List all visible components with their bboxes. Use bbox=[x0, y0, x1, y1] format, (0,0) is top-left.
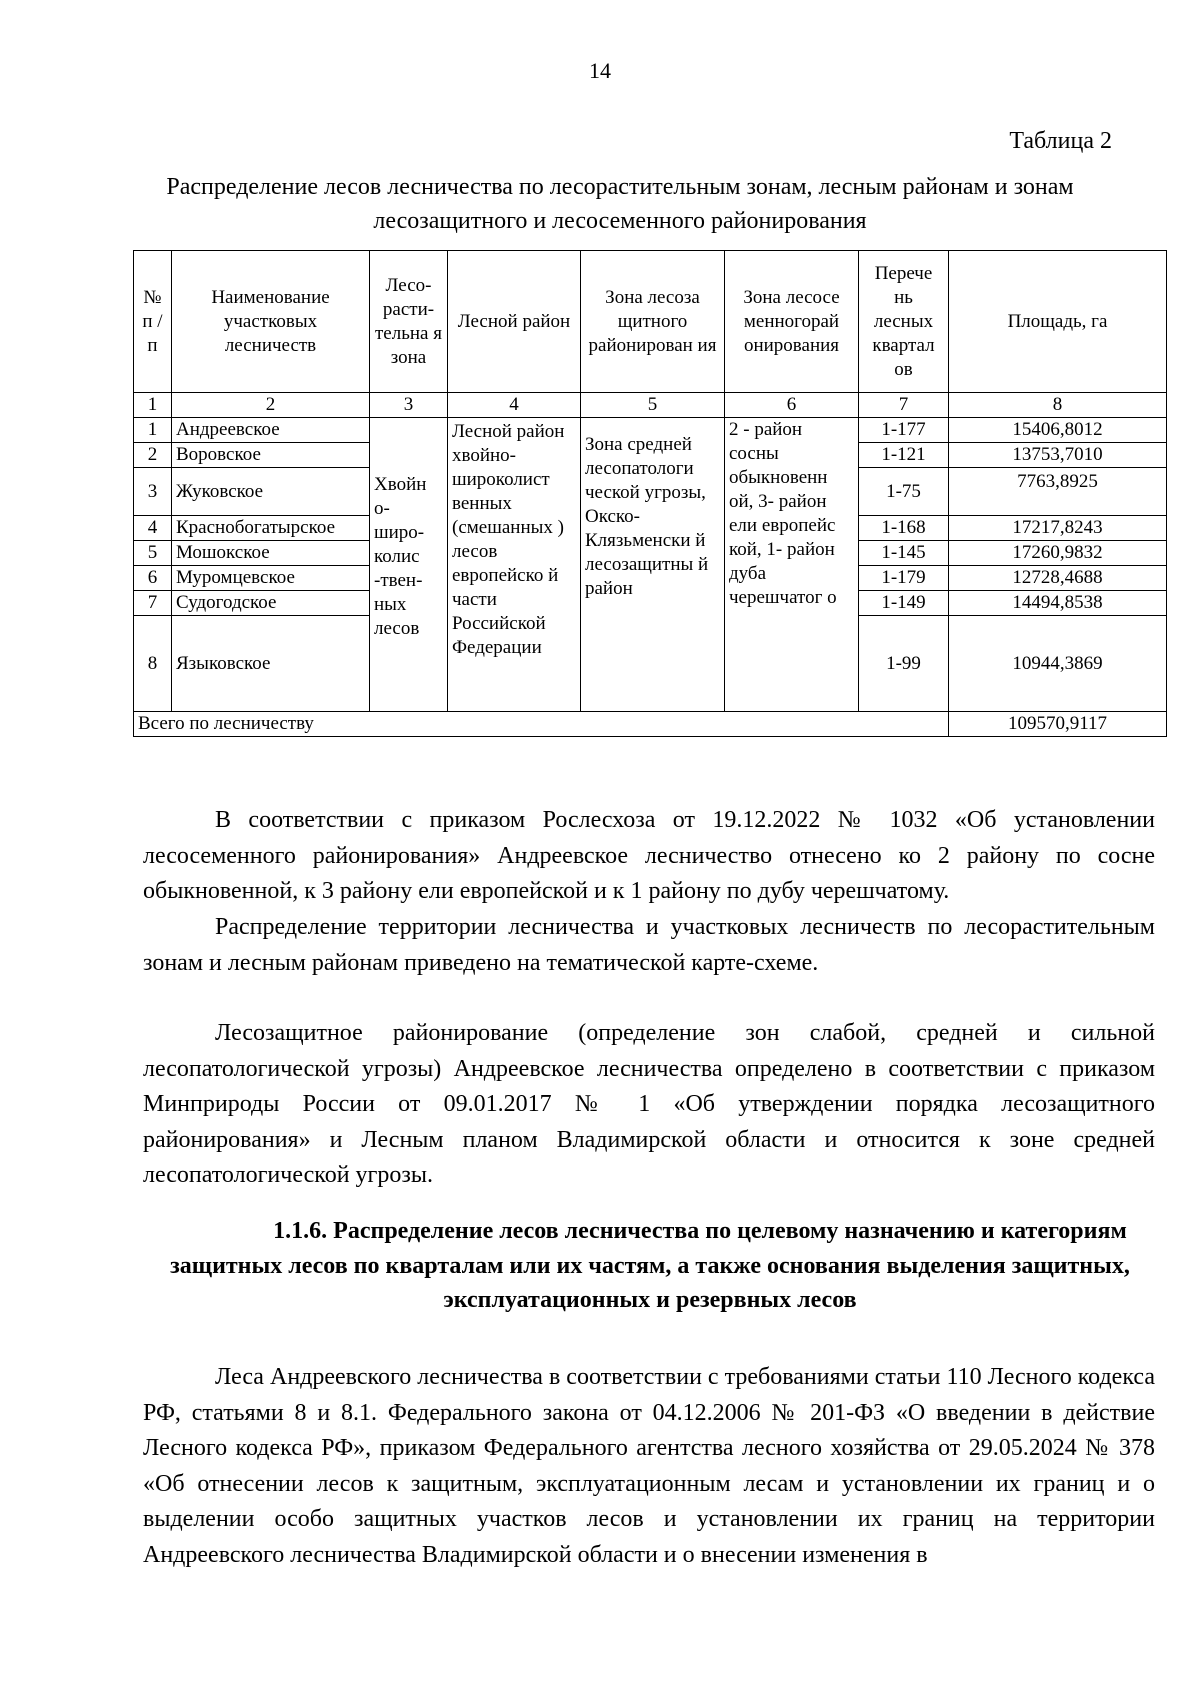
header-cell: Зона лесосе менногорай онирования bbox=[725, 251, 859, 393]
quarters-list: 1-149 bbox=[859, 591, 949, 616]
quarters-list: 1-177 bbox=[859, 418, 949, 443]
area-ha: 10944,3869 bbox=[949, 616, 1167, 712]
paragraph-text: Лесозащитное районирование (определение зон слабой, средней и сильной лесопатологической угрозы) Андреевское лесничества определено в соответствии с приказом Минприроды России от 09.01.2017 № 1 «Об утверждении порядка лесозащитного районирования» и Лесным планом Владимирской области и относится к зоне средней лесопатологической угрозы. bbox=[143, 1020, 1155, 1188]
quarters-list: 1-121 bbox=[859, 443, 949, 468]
header-cell: Лесо- расти- тельна я зона bbox=[370, 251, 448, 393]
total-label: Всего по лесничеству bbox=[134, 712, 949, 737]
section-heading bbox=[140, 1214, 1160, 1318]
row-number: 2 bbox=[134, 443, 172, 468]
paragraph-text: Распределение территории лесничества и участковых лесничеств по лесорастительным зонам и лесным районам приведено на тематической карте-схеме. bbox=[143, 914, 1155, 976]
row-number: 8 bbox=[134, 616, 172, 712]
forestry-name: Мошокское bbox=[172, 541, 370, 566]
quarters-list: 1-99 bbox=[859, 616, 949, 712]
column-number: 4 bbox=[448, 393, 581, 418]
area-ha: 13753,7010 bbox=[949, 443, 1167, 468]
column-number: 6 bbox=[725, 393, 859, 418]
paragraph-text: В соответствии с приказом Рослесхоза от 19.12.2022 № 1032 «Об установлении лесосеменного районирования» Андреевское лесничество отнесено ко 2 району по сосне обыкновенной, к 3 району ели европейской и к 1 району по дубу черешчатому. bbox=[143, 807, 1155, 904]
table-total-row bbox=[134, 712, 1167, 737]
vegetation-zone-cell: Хвойн о- широ- колис -твен- ных лесов bbox=[370, 418, 448, 712]
area-ha: 12728,4688 bbox=[949, 566, 1167, 591]
page-number: 14 bbox=[589, 58, 611, 83]
forestry-name: Жуковское bbox=[172, 468, 370, 516]
forestry-name: Судогодское bbox=[172, 591, 370, 616]
section-heading-text: 1.1.6. Распределение лесов лесничества по целевому назначению и категориям защитных лесов по кварталам или их частям, а также основания выделения защитных, эксплуатационных и резервных лесов bbox=[170, 1218, 1130, 1313]
paragraph-legal-basis bbox=[143, 1360, 1155, 1573]
area-ha: 17217,8243 bbox=[949, 516, 1167, 541]
header-cell: Лесной район bbox=[448, 251, 581, 393]
row-number: 3 bbox=[134, 468, 172, 516]
header-cell: № п / п bbox=[134, 251, 172, 393]
forest-distribution-table bbox=[133, 250, 1167, 737]
column-number: 5 bbox=[581, 393, 725, 418]
area-ha: 15406,8012 bbox=[949, 418, 1167, 443]
header-cell: Площадь, га bbox=[949, 251, 1167, 393]
paragraph-text: Леса Андреевского лесничества в соответствии с требованиями статьи 110 Лесного кодекса РФ, статьями 8 и 8.1. Федерального закона от 04.12.2006 № 201-ФЗ «О введении в действие Лесного кодекса РФ», приказом Федерального агентства лесного хозяйства от 29.05.2024 № 378 «Об отнесении лесов к защитным, эксплуатационным лесам и установлении их границ и о выделении особо защитных участков лесов и установлении их границ на территории Андреевского лесничества Владимирской области и о внесении изменения в bbox=[143, 1364, 1155, 1568]
header-cell: Зона лесоза щитного районирован ия bbox=[581, 251, 725, 393]
forest-district-cell: Лесной район хвойно- широколист венных (смешанных ) лесов европейско й части Российской Федерации bbox=[448, 418, 581, 712]
column-number: 8 bbox=[949, 393, 1167, 418]
table-label: Таблица 2 bbox=[1009, 128, 1112, 154]
quarters-list: 1-179 bbox=[859, 566, 949, 591]
paragraph-map-reference bbox=[143, 910, 1155, 981]
paragraph-seed-zoning bbox=[143, 803, 1155, 910]
forestry-name: Языковское bbox=[172, 616, 370, 712]
seed-zone-cell: 2 - район сосны обыкновенн ой, 3- район ели европейс кой, 1- район дуба черешчатог о bbox=[725, 418, 859, 712]
row-number: 5 bbox=[134, 541, 172, 566]
paragraph-protection-zoning bbox=[143, 1016, 1155, 1194]
quarters-list: 1-168 bbox=[859, 516, 949, 541]
column-number: 1 bbox=[134, 393, 172, 418]
forestry-name: Воровское bbox=[172, 443, 370, 468]
total-value: 109570,9117 bbox=[949, 712, 1167, 737]
header-cell: Перече нь лесных квартал ов bbox=[859, 251, 949, 393]
row-number: 4 bbox=[134, 516, 172, 541]
row-number: 1 bbox=[134, 418, 172, 443]
column-number: 7 bbox=[859, 393, 949, 418]
row-number: 7 bbox=[134, 591, 172, 616]
forestry-name: Муромцевское bbox=[172, 566, 370, 591]
area-ha: 14494,8538 bbox=[949, 591, 1167, 616]
table-header-row bbox=[134, 251, 1167, 393]
table-row bbox=[134, 418, 1167, 443]
forestry-name: Краснобогатырское bbox=[172, 516, 370, 541]
column-number: 2 bbox=[172, 393, 370, 418]
header-cell: Наименование участковых лесничеств bbox=[172, 251, 370, 393]
table-title: Распределение лесов лесничества по лесорастительным зонам, лесным районам и зонам лесозащитного и лесосеменного районирования bbox=[166, 174, 1074, 234]
area-ha: 7763,8925 bbox=[949, 468, 1167, 516]
area-ha: 17260,9832 bbox=[949, 541, 1167, 566]
quarters-list: 1-75 bbox=[859, 468, 949, 516]
column-number-row bbox=[134, 393, 1167, 418]
row-number: 6 bbox=[134, 566, 172, 591]
quarters-list: 1-145 bbox=[859, 541, 949, 566]
forestry-name: Андреевское bbox=[172, 418, 370, 443]
column-number: 3 bbox=[370, 393, 448, 418]
protection-zone-cell: Зона средней лесопатологи ческой угрозы, Окско- Клязьменски й лесозащитны й район bbox=[581, 418, 725, 712]
